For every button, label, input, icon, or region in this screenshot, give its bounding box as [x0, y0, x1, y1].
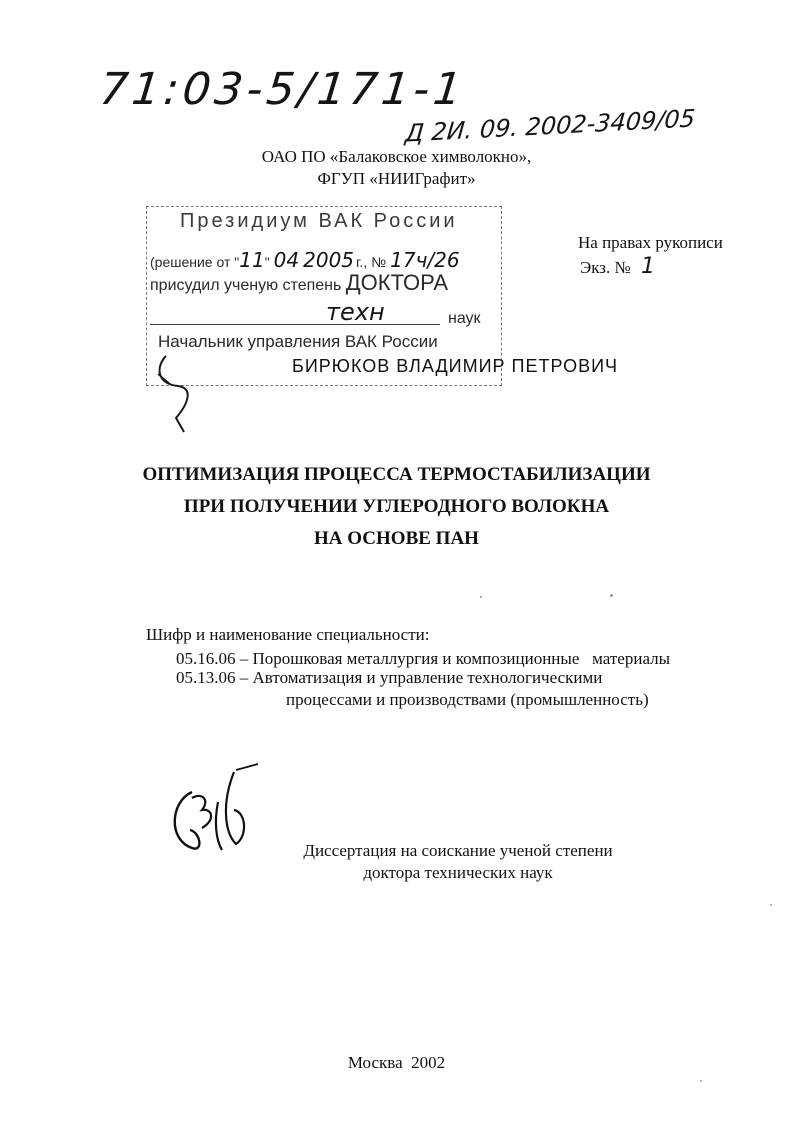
specialty-heading: Шифр и наименование специальности:: [146, 625, 430, 644]
manuscript-rights: На правах рукописи: [578, 233, 723, 252]
scan-speck: [610, 594, 613, 597]
stamp-awarded-line: [150, 270, 448, 296]
dissertation-title-line-3: НА ОСНОВЕ ПАН: [314, 528, 479, 549]
dissertation-title-line-1: ОПТИМИЗАЦИЯ ПРОЦЕССА ТЕРМОСТАБИЛИЗАЦИИ: [142, 464, 651, 485]
stamp-header: Президиум ВАК России: [180, 210, 458, 232]
archive-code: 71:03-5/171-1: [97, 64, 469, 115]
stamp-decision-line: [150, 248, 460, 272]
awarded-label: присудил ученую степень: [150, 277, 342, 294]
city-year: Москва 2002: [347, 1053, 446, 1072]
decision-number: 17ч/26: [390, 248, 460, 272]
decision-day: 11: [239, 248, 265, 272]
specialty-item-1: 05.16.06 – Порошковая металлургия и композиционные материалы: [176, 649, 671, 668]
dissertation-statement-line-1: Диссертация на соискание ученой степени: [303, 841, 613, 860]
author-name: БИРЮКОВ ВЛАДИМИР ПЕТРОВИЧ: [292, 356, 619, 376]
head-title: Начальник управления ВАК России: [158, 332, 438, 351]
scan-speck: [480, 596, 482, 598]
dissertation-statement-line-2: доктора технических наук: [363, 863, 553, 882]
degree: ДОКТОРА: [345, 270, 449, 295]
organization-line-1: ОАО ПО «Балаковское химволокно»,: [261, 147, 532, 166]
sciences-label: наук: [448, 310, 481, 327]
decision-prefix: (решение от ": [150, 254, 240, 270]
author-signature: [162, 762, 272, 872]
scan-speck: [770, 904, 772, 906]
decision-month: 04: [273, 248, 300, 272]
registration-note: Д 2И. 09. 2002-3409/05: [403, 104, 697, 148]
decision-suffix: г., №: [356, 254, 387, 270]
field-handwritten: техн: [326, 298, 385, 326]
field-underline: [150, 324, 440, 325]
decision-year: 2005: [303, 248, 355, 272]
dissertation-title-line-2: ПРИ ПОЛУЧЕНИИ УГЛЕРОДНОГО ВОЛОКНА: [183, 496, 610, 517]
decision-mid: ": [264, 254, 270, 270]
copy-number-line: [580, 256, 655, 279]
head-signature: [154, 356, 214, 436]
organization-line-2: ФГУП «НИИГрафит»: [317, 169, 476, 188]
copy-number: 1: [640, 254, 655, 279]
copy-label: Экз. №: [580, 258, 631, 277]
specialty-item-2-line-1: 05.13.06 – Автоматизация и управление технологическими: [176, 668, 603, 687]
scan-speck: [700, 1080, 702, 1082]
specialty-item-2-line-2: процессами и производствами (промышленность): [286, 690, 649, 709]
